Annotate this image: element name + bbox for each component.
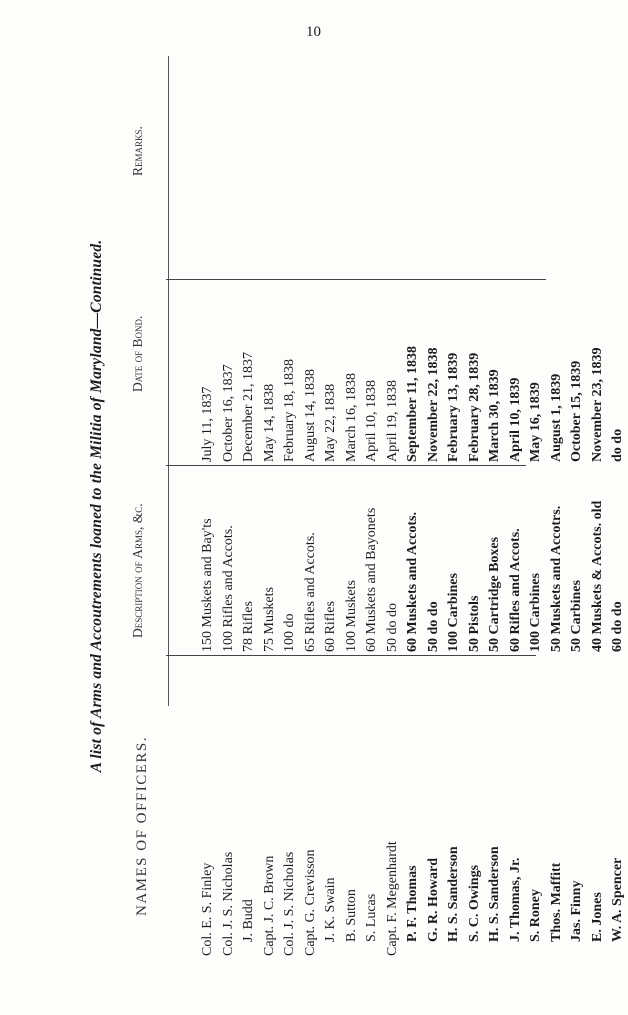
column-divider (166, 465, 526, 466)
header-date: Date of Bond. (130, 315, 145, 392)
bond-date: August 1, 1839 (548, 373, 564, 462)
bond-date: March 30, 1839 (487, 369, 502, 462)
officer-name: Col. J. S. Nicholas (282, 851, 297, 956)
arms-description: 100 Rifles and Accots. (220, 525, 236, 652)
bond-date: March 16, 1838 (343, 372, 359, 462)
arms-description: 150 Muskets and Bay'ts (200, 518, 215, 652)
bond-date: April 19, 1838 (384, 379, 400, 462)
officer-name: H. S. Sanderson (487, 846, 502, 942)
bond-date: August 14, 1838 (302, 369, 318, 462)
officer-name: P. F. Thomas (405, 865, 420, 942)
officer-name: Jas. Finny (569, 880, 584, 942)
bond-date: July 11, 1837 (200, 386, 215, 462)
arms-description: 100 do (282, 613, 297, 652)
officer-name: J. Thomas, Jr. (507, 857, 523, 942)
bond-date: do do (610, 428, 625, 462)
officer-name: G. R. Howard (425, 858, 441, 942)
page-number: 10 (306, 24, 321, 40)
arms-description: 100 Muskets (343, 580, 359, 652)
rotated-table (88, 56, 625, 956)
officer-name: Thos. Maffitt (548, 862, 564, 942)
bond-date: February 28, 1839 (466, 352, 482, 462)
officer-name: B. Sutton (343, 889, 359, 942)
arms-description: 60 do do (610, 601, 625, 652)
arms-description: 50 Pistols (466, 595, 482, 652)
table-title: A list of Arms and Accoutrements loaned to the Militia of Maryland—Continued. (88, 239, 105, 773)
header-remarks: Remarks. (130, 126, 145, 176)
header-names: NAMES OF OFFICERS. (134, 736, 150, 916)
officer-name: Capt. F. Megenhardt (384, 841, 400, 956)
officer-name: S. C. Owings (466, 864, 482, 942)
officer-name: Capt. J. C. Brown (261, 855, 277, 956)
bond-date: February 13, 1839 (446, 352, 461, 462)
bond-date: November 22, 1838 (425, 347, 441, 462)
arms-description: 50 do do (425, 601, 441, 652)
officer-name: Capt. G. Crevisson (302, 849, 318, 956)
arms-description: 50 Muskets and Accotrs. (548, 505, 564, 652)
officer-name: W. A. Spencer (610, 857, 625, 942)
officer-name: S. Lucas (364, 893, 379, 942)
bond-date: April 10, 1838 (364, 379, 379, 462)
officer-name: J. K. Swain (323, 877, 338, 942)
bond-date: September 11, 1838 (405, 345, 420, 462)
officer-name: Col. J. S. Nicholas (220, 851, 236, 956)
bond-date: May 16, 1839 (528, 382, 543, 462)
officer-name: E. Jones (589, 892, 605, 942)
arms-description: 75 Muskets (261, 587, 277, 652)
arms-description: 65 Rifles and Accots. (302, 532, 318, 652)
arms-description: 100 Carbines (528, 573, 543, 652)
officer-name: J. Budd (241, 899, 256, 942)
bond-date: October 16, 1837 (220, 364, 236, 462)
arms-description: 40 Muskets & Accots. old (589, 500, 605, 652)
arms-description: 50 Cartridge Boxes (487, 536, 502, 652)
arms-description: 60 Muskets and Bayonets (364, 507, 379, 652)
officer-name: H. S. Sanderson (446, 846, 461, 942)
arms-description: 60 Rifles (323, 601, 338, 652)
bond-date: February 18, 1838 (282, 358, 297, 462)
arms-description: 60 Muskets and Accots. (405, 511, 420, 652)
bond-date: November 23, 1839 (589, 347, 605, 462)
header-description: Description of Arms, &c. (130, 503, 145, 638)
arms-description: 50 do do (384, 603, 400, 652)
bond-date: May 22, 1838 (323, 383, 338, 462)
bond-date: October 15, 1839 (569, 360, 584, 462)
arms-description: 60 Rifles and Accots. (507, 528, 523, 652)
officer-name: Col. E. S. Finley (200, 862, 215, 956)
arms-description: 50 Carbines (569, 580, 584, 652)
bond-date: April 10, 1839 (507, 377, 523, 462)
bond-date: December 21, 1837 (241, 351, 256, 462)
header-rule (168, 56, 169, 706)
officer-name: S. Roney (528, 889, 543, 942)
arms-description: 100 Carbines (446, 573, 461, 652)
arms-description: 78 Rifles (241, 601, 256, 652)
bond-date: May 14, 1838 (261, 383, 277, 462)
